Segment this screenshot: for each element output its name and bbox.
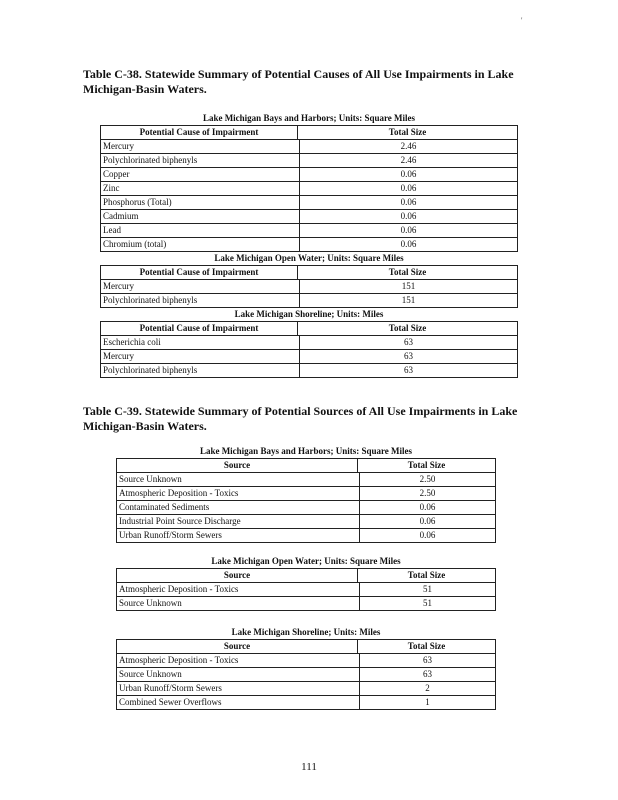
table-c38	[100, 112, 518, 378]
table-c39-open-water	[116, 555, 496, 611]
table-row	[117, 597, 495, 611]
size-cell: 51	[423, 598, 432, 608]
size-cell: 0.06	[419, 530, 436, 540]
table-header	[101, 125, 517, 140]
table-row	[101, 336, 517, 350]
table-c38-caption: Table C-38. Statewide Summary of Potential Causes of All Use Impairments in Lake Michigan-Basin Waters.	[83, 67, 514, 96]
column-header-source: Source	[117, 569, 358, 582]
size-cell: 63	[404, 337, 413, 347]
table-row	[101, 364, 517, 378]
source-cell: Source Unknown	[117, 668, 360, 681]
size-cell: 2.46	[400, 141, 417, 151]
column-header-total-size: Total Size	[407, 460, 446, 470]
source-cell: Source Unknown	[117, 597, 360, 610]
size-cell: 51	[423, 584, 432, 594]
table-row	[117, 682, 495, 696]
table-row	[101, 140, 517, 154]
source-cell: Atmospheric Deposition - Toxics	[117, 654, 360, 667]
table-row	[101, 350, 517, 364]
size-cell: 0.06	[400, 169, 417, 179]
section-title: Lake Michigan Bays and Harbors; Units: Square Miles	[202, 113, 416, 123]
table-row	[117, 515, 495, 529]
column-header-total-size: Total Size	[407, 570, 446, 580]
column-header-total-size: Total Size	[407, 641, 446, 651]
size-cell: 0.06	[400, 225, 417, 235]
column-header-cause: Potential Cause of Impairment	[101, 126, 298, 139]
size-cell: 0.06	[400, 183, 417, 193]
cause-cell: Zinc	[101, 182, 300, 195]
source-cell: Atmospheric Deposition - Toxics	[117, 583, 360, 596]
table-row	[101, 238, 517, 252]
table-row	[117, 696, 495, 710]
page-number: 111	[301, 761, 317, 773]
cause-cell: Cadmium	[101, 210, 300, 223]
size-cell: 0.06	[400, 239, 417, 249]
table-c39-caption: Table C-39. Statewide Summary of Potential Sources of All Use Impairments in Lake Michigan-Basin Waters.	[83, 404, 518, 433]
table-row	[117, 501, 495, 515]
table-header	[101, 265, 517, 280]
table-row	[117, 668, 495, 682]
source-cell: Industrial Point Source Discharge	[117, 515, 360, 528]
cause-cell: Phosphorus (Total)	[101, 196, 300, 209]
cause-cell: Polychlorinated biphenyls	[101, 154, 300, 167]
cause-cell: Mercury	[101, 280, 300, 293]
cause-cell: Polychlorinated biphenyls	[101, 294, 300, 307]
table-c39-bays	[116, 445, 496, 543]
size-cell: 0.06	[400, 197, 417, 207]
column-header-source: Source	[117, 459, 358, 472]
table-header	[117, 639, 495, 654]
source-cell: Source Unknown	[117, 473, 360, 486]
table-row	[101, 154, 517, 168]
size-cell: 2.50	[419, 488, 436, 498]
section-title: Lake Michigan Shoreline; Units: Miles	[231, 627, 381, 637]
column-header-cause: Potential Cause of Impairment	[101, 266, 298, 279]
table-row	[117, 654, 495, 668]
size-cell: 0.06	[419, 502, 436, 512]
table-row	[117, 487, 495, 501]
cause-cell: Escherichia coli	[101, 336, 300, 349]
table-row	[117, 583, 495, 597]
size-cell: 63	[423, 655, 432, 665]
size-cell: 2	[425, 683, 430, 693]
table-header	[101, 321, 517, 336]
table-row	[101, 294, 517, 308]
cause-cell: Mercury	[101, 140, 300, 153]
table-header	[117, 458, 495, 473]
cause-cell: Chromium (total)	[101, 238, 300, 251]
size-cell: 63	[404, 365, 413, 375]
section-title: Lake Michigan Open Water; Units: Square Miles	[211, 556, 401, 566]
source-cell: Combined Sewer Overflows	[117, 696, 360, 709]
corner-mark: '	[521, 16, 523, 25]
column-header-total-size: Total Size	[388, 127, 427, 137]
table-c39-shoreline	[116, 626, 496, 710]
source-cell: Urban Runoff/Storm Sewers	[117, 529, 360, 542]
cause-cell: Copper	[101, 168, 300, 181]
table-row	[117, 473, 495, 487]
size-cell: 151	[401, 295, 416, 305]
table-header	[117, 568, 495, 583]
size-cell: 151	[401, 281, 416, 291]
size-cell: 0.06	[400, 211, 417, 221]
section-title: Lake Michigan Bays and Harbors; Units: Square Miles	[199, 446, 413, 456]
size-cell: 63	[404, 351, 413, 361]
table-row	[101, 224, 517, 238]
section-title: Lake Michigan Shoreline; Units: Miles	[234, 309, 384, 319]
source-cell: Urban Runoff/Storm Sewers	[117, 682, 360, 695]
size-cell: 2.50	[419, 474, 436, 484]
cause-cell: Mercury	[101, 350, 300, 363]
section-title: Lake Michigan Open Water; Units: Square Miles	[214, 253, 404, 263]
size-cell: 0.06	[419, 516, 436, 526]
table-row	[101, 280, 517, 294]
size-cell: 1	[425, 697, 430, 707]
column-header-source: Source	[117, 640, 358, 653]
column-header-cause: Potential Cause of Impairment	[101, 322, 298, 335]
table-row	[117, 529, 495, 543]
size-cell: 2.46	[400, 155, 417, 165]
table-row	[101, 182, 517, 196]
table-row	[101, 210, 517, 224]
size-cell: 63	[423, 669, 432, 679]
source-cell: Contaminated Sediments	[117, 501, 360, 514]
column-header-total-size: Total Size	[388, 267, 427, 277]
table-row	[101, 168, 517, 182]
source-cell: Atmospheric Deposition - Toxics	[117, 487, 360, 500]
table-row	[101, 196, 517, 210]
cause-cell: Lead	[101, 224, 300, 237]
column-header-total-size: Total Size	[388, 323, 427, 333]
cause-cell: Polychlorinated biphenyls	[101, 364, 300, 377]
